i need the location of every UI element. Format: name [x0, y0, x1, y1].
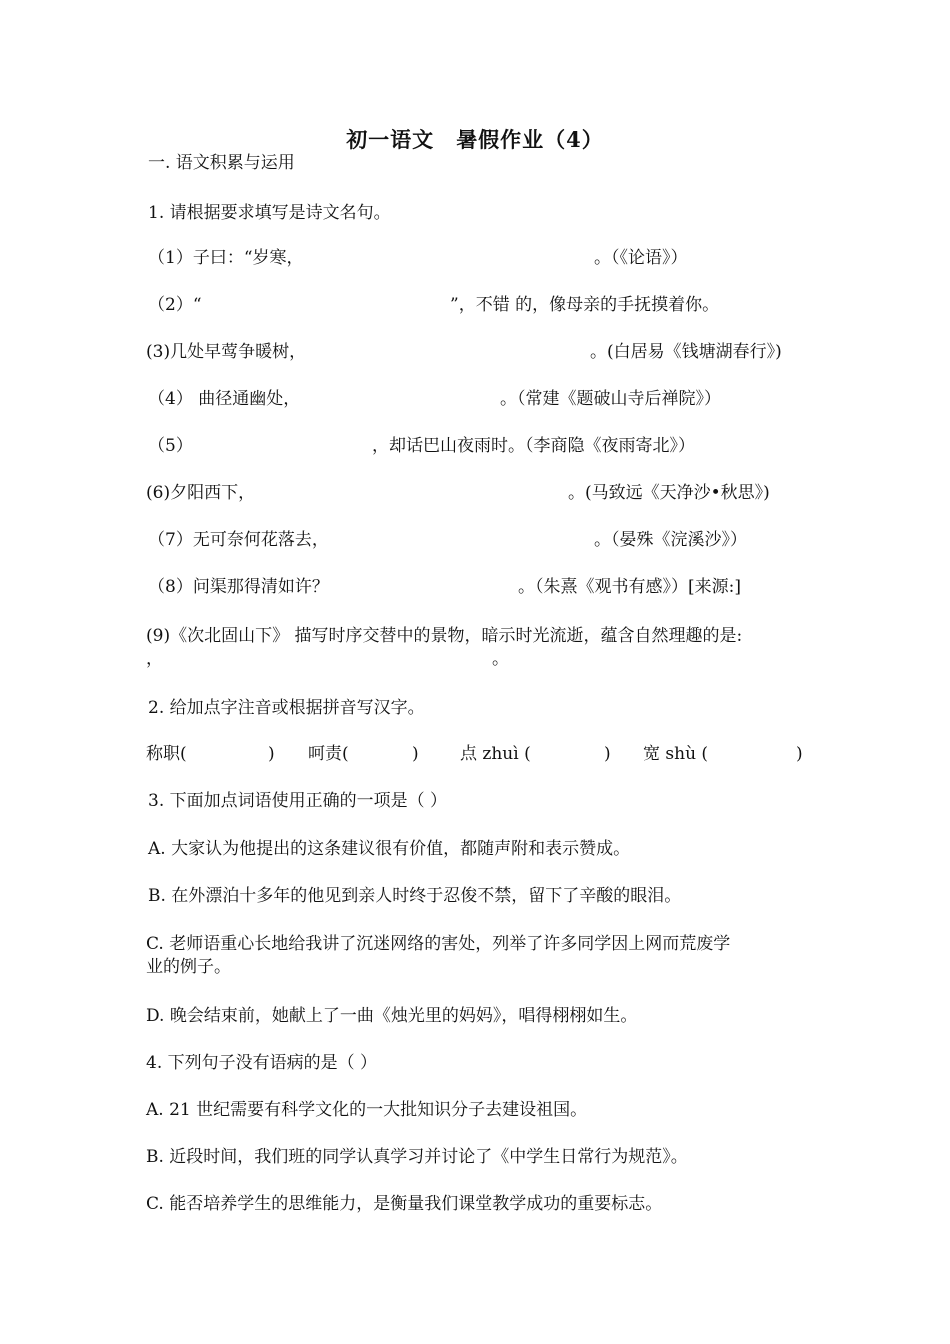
page-title [0, 124, 950, 154]
q2-word-1: 称职( [146, 744, 187, 764]
q1-item-5-start: （5） [148, 436, 193, 456]
q1-item-8-end: 。（朱熹《观书有感》）[来源:] [518, 577, 741, 597]
q2-word-3-close: ) [604, 744, 611, 764]
q2-word-4: 宽 shù ( [643, 744, 709, 764]
q3-option-b: B. 在外漂泊十多年的他见到亲人时终于忍俊不禁，留下了辛酸的眼泪。 [148, 886, 682, 906]
q1-item-9-line-1: (9)《次北固山下》 描写时序交替中的景物，暗示时光流逝，蕴含自然理趣的是: [146, 626, 743, 646]
q1-item-1-start: （1）子曰：“岁寒， [148, 248, 304, 268]
q1-item-7-end: 。（晏殊《浣溪沙》） [594, 530, 747, 550]
q3-option-c-line-2: 业的例子。 [146, 957, 231, 977]
q2-word-4-close: ) [796, 744, 803, 764]
q4-option-c: C. 能否培养学生的思维能力，是衡量我们课堂教学成功的重要标志。 [146, 1194, 663, 1214]
q1-item-3-end: 。(白居易《钱塘湖春行》) [590, 342, 782, 362]
q3-option-d: D. 晚会结束前，她献上了一曲《烛光里的妈妈》，唱得栩栩如生。 [146, 1006, 638, 1026]
question-4-stem: 4. 下列句子没有语病的是（ ） [146, 1053, 378, 1073]
q3-option-c-line-1: C. 老师语重心长地给我讲了沉迷网络的害处，列举了许多同学因上网而荒废学 [146, 934, 731, 954]
q4-option-a: A. 21 世纪需要有科学文化的一大批知识分子去建设祖国。 [146, 1100, 588, 1120]
q1-item-4-start: （4） 曲径通幽处， [148, 389, 301, 409]
q1-item-3-start: (3)几处早莺争暖树， [146, 342, 307, 362]
q3-option-a: A. 大家认为他提出的这条建议很有价值，都随声附和表示赞成。 [148, 839, 631, 859]
q1-item-9-comma: ， [146, 649, 163, 669]
q1-item-4-end: 。（常建《题破山寺后禅院》） [500, 389, 721, 409]
q2-word-1-close: ) [268, 744, 275, 764]
question-2-stem: 2. 给加点字注音或根据拼音写汉字。 [148, 698, 425, 718]
title-subject: 初一语文 [346, 127, 435, 152]
q2-word-3: 点 zhuì ( [460, 744, 531, 764]
q1-item-5-end: ，却话巴山夜雨时。（李商隐《夜雨寄北》） [372, 436, 695, 456]
q4-option-b: B. 近段时间，我们班的同学认真学习并讨论了《中学生日常行为规范》。 [146, 1147, 688, 1167]
title-assignment: 暑假作业（4） [456, 127, 604, 152]
question-1-stem: 1. 请根据要求填写是诗文名句。 [148, 203, 391, 223]
q1-item-8-start: （8）问渠那得清如许？ [148, 577, 329, 597]
q2-word-2-close: ) [412, 744, 419, 764]
question-3-stem: 3. 下面加点词语使用正确的一项是（ ） [148, 791, 448, 811]
q1-item-9-period: 。 [492, 649, 509, 669]
q1-item-2-start: （2）“ [148, 295, 202, 315]
q1-item-6-end: 。(马致远《天净沙•秋思》) [568, 483, 770, 503]
q1-item-7-start: （7）无可奈何花落去， [148, 530, 329, 550]
q2-word-2: 呵责( [308, 744, 349, 764]
section-heading: 一. 语文积累与运用 [148, 153, 295, 173]
q1-item-6-start: (6)夕阳西下， [146, 483, 256, 503]
q1-item-1-end: 。（《论语》） [594, 248, 688, 268]
q1-item-2-end: ”，不错 的，像母亲的手抚摸着你。 [450, 295, 720, 315]
